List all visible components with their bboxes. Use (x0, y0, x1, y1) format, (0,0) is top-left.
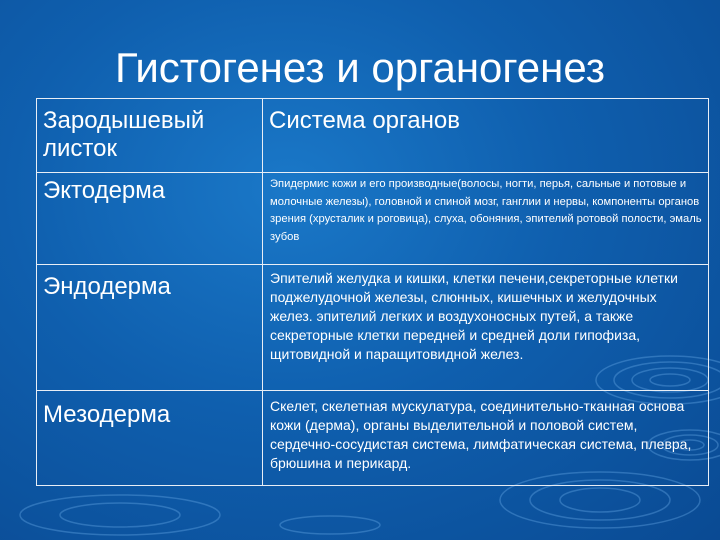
table-row (37, 173, 709, 265)
germ-layer-cell: Эктодерма (37, 173, 263, 265)
germ-layer-cell: Мезодерма (37, 391, 263, 486)
germ-layer-cell: Эндодерма (37, 265, 263, 391)
organ-system-cell: Эпителий желудка и кишки, клетки печени,секреторные клетки поджелудочной железы, слюнных, кишечных и желудочных желез. эпителий легких и воздухоносных путей, а также секреторные клетки передней и средней доли гипофиза, щитовидной и паращитовидной желез. (263, 265, 709, 391)
organ-system-cell: Скелет, скелетная мускулатура, соединительно-тканная основа кожи (дерма), органы выделительной и половой систем, сердечно-сосудистая система, лимфатическая система, плевра, брюшина и перикард. (263, 391, 709, 486)
header-germ-layer: Зародышевый листок (37, 99, 263, 173)
table-header-row (37, 99, 709, 173)
slide-title: Гистогенез и органогенез (114, 44, 606, 91)
organ-system-cell: Эпидермис кожи и его производные(волосы, ногти, перья, сальные и потовые и молочные железы), головной и спиной мозг, ганглии и нервы, компоненты органов зрения (хрусталик и роговица), слуха, обоняния, эпителий ротовой полости, эмаль зубов (263, 173, 709, 265)
header-organ-system: Система органов (263, 99, 709, 173)
germ-layers-table (36, 98, 709, 486)
table-row (37, 265, 709, 391)
table-row (37, 391, 709, 486)
